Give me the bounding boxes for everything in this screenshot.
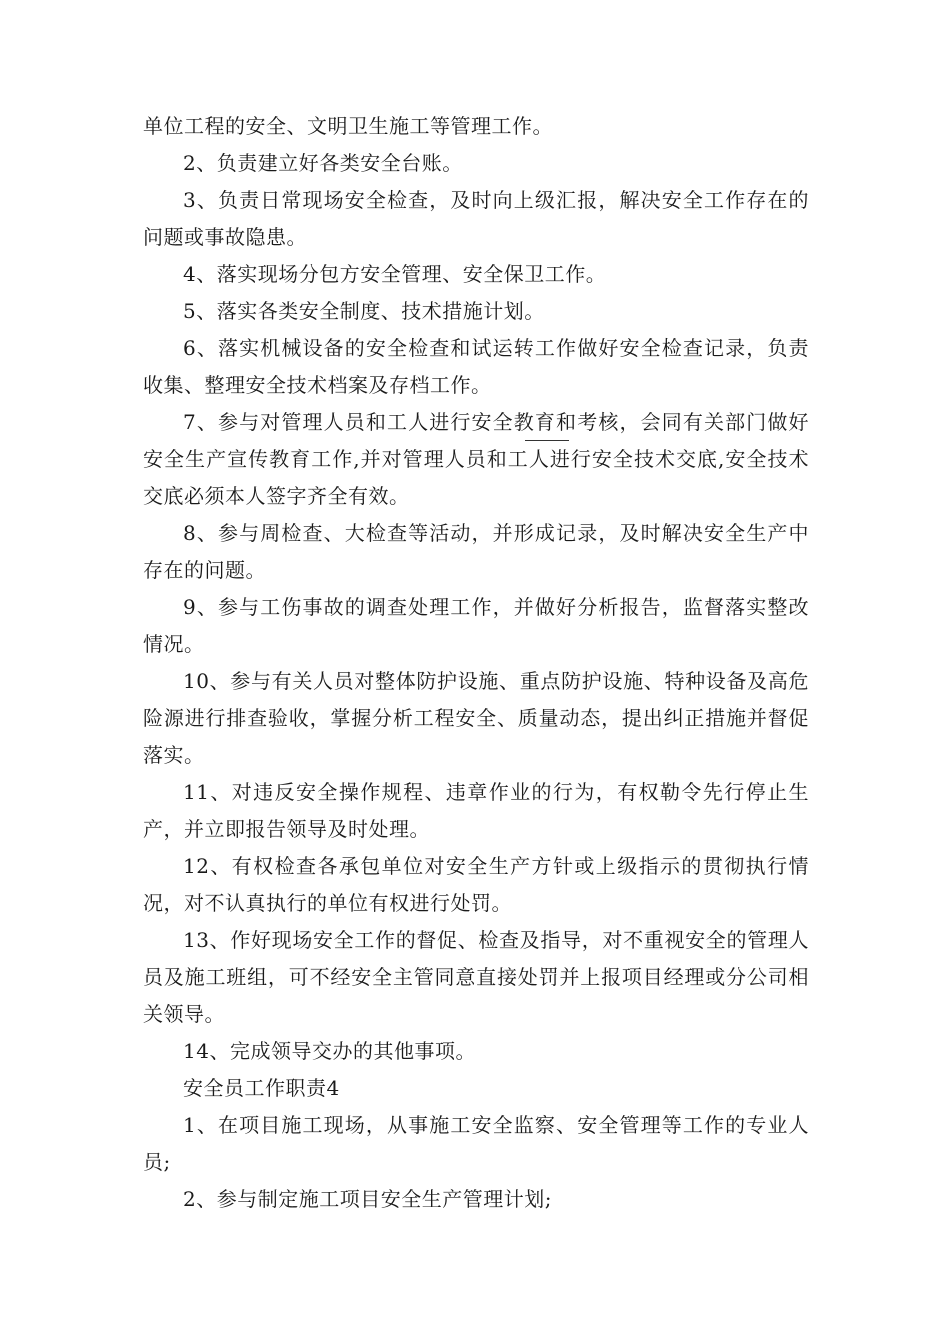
paragraph-item-4: 4、落实现场分包方安全管理、安全保卫工作。 [183,262,607,286]
paragraph-item-6: 6、落实机械设备的安全检查和试运转工作做好安全检查记录，负责收集、整理安全技术档案及存档工作。 [143,336,809,397]
paragraph-item-9: 9、参与工伤事故的调查处理工作，并做好分析报告，监督落实整改情况。 [143,595,809,656]
paragraph-item-7: 7、参与对管理人员和工人进行安全教育和考核，会同有关部门做好安全生产宣传教育工作,并对管理人员和工人进行安全技术交底,安全技术交底必须本人签字齐全有效。 [143,410,809,508]
paragraph-item-12: 12、有权检查各承包单位对安全生产方针或上级指示的贯彻执行情况，对不认真执行的单位有权进行处罚。 [143,854,809,915]
paragraph-item-8: 8、参与周检查、大检查等活动，并形成记录，及时解决安全生产中存在的问题。 [143,521,809,582]
paragraph-continuation: 单位工程的安全、文明卫生施工等管理工作。 [143,114,553,138]
paragraph-item-14: 14、完成领导交办的其他事项。 [183,1039,476,1063]
paragraph-item-3: 3、负责日常现场安全检查，及时向上级汇报，解决安全工作存在的问题或事故隐患。 [143,188,809,249]
paragraph-item-2: 2、负责建立好各类安全台账。 [183,151,463,175]
underline-mark [525,440,569,441]
paragraph-duty-1: 1、在项目施工现场，从事施工安全监察、安全管理等工作的专业人员; [143,1113,809,1174]
paragraph-item-10: 10、参与有关人员对整体防护设施、重点防护设施、特种设备及高危险源进行排查验收，掌握分析工程安全、质量动态，提出纠正措施并督促落实。 [143,669,809,767]
paragraph-item-13: 13、作好现场安全工作的督促、检查及指导，对不重视安全的管理人员及施工班组，可不经安全主管同意直接处罚并上报项目经理或分公司相关领导。 [143,928,809,1026]
paragraph-item-11: 11、对违反安全操作规程、违章作业的行为，有权勒令先行停止生产，并立即报告领导及时处理。 [143,780,809,841]
paragraph-duty-2: 2、参与制定施工项目安全生产管理计划; [183,1187,552,1211]
section-heading: 安全员工作职责4 [183,1076,340,1100]
paragraph-item-5: 5、落实各类安全制度、技术措施计划。 [183,299,545,323]
document-page [143,108,809,1218]
